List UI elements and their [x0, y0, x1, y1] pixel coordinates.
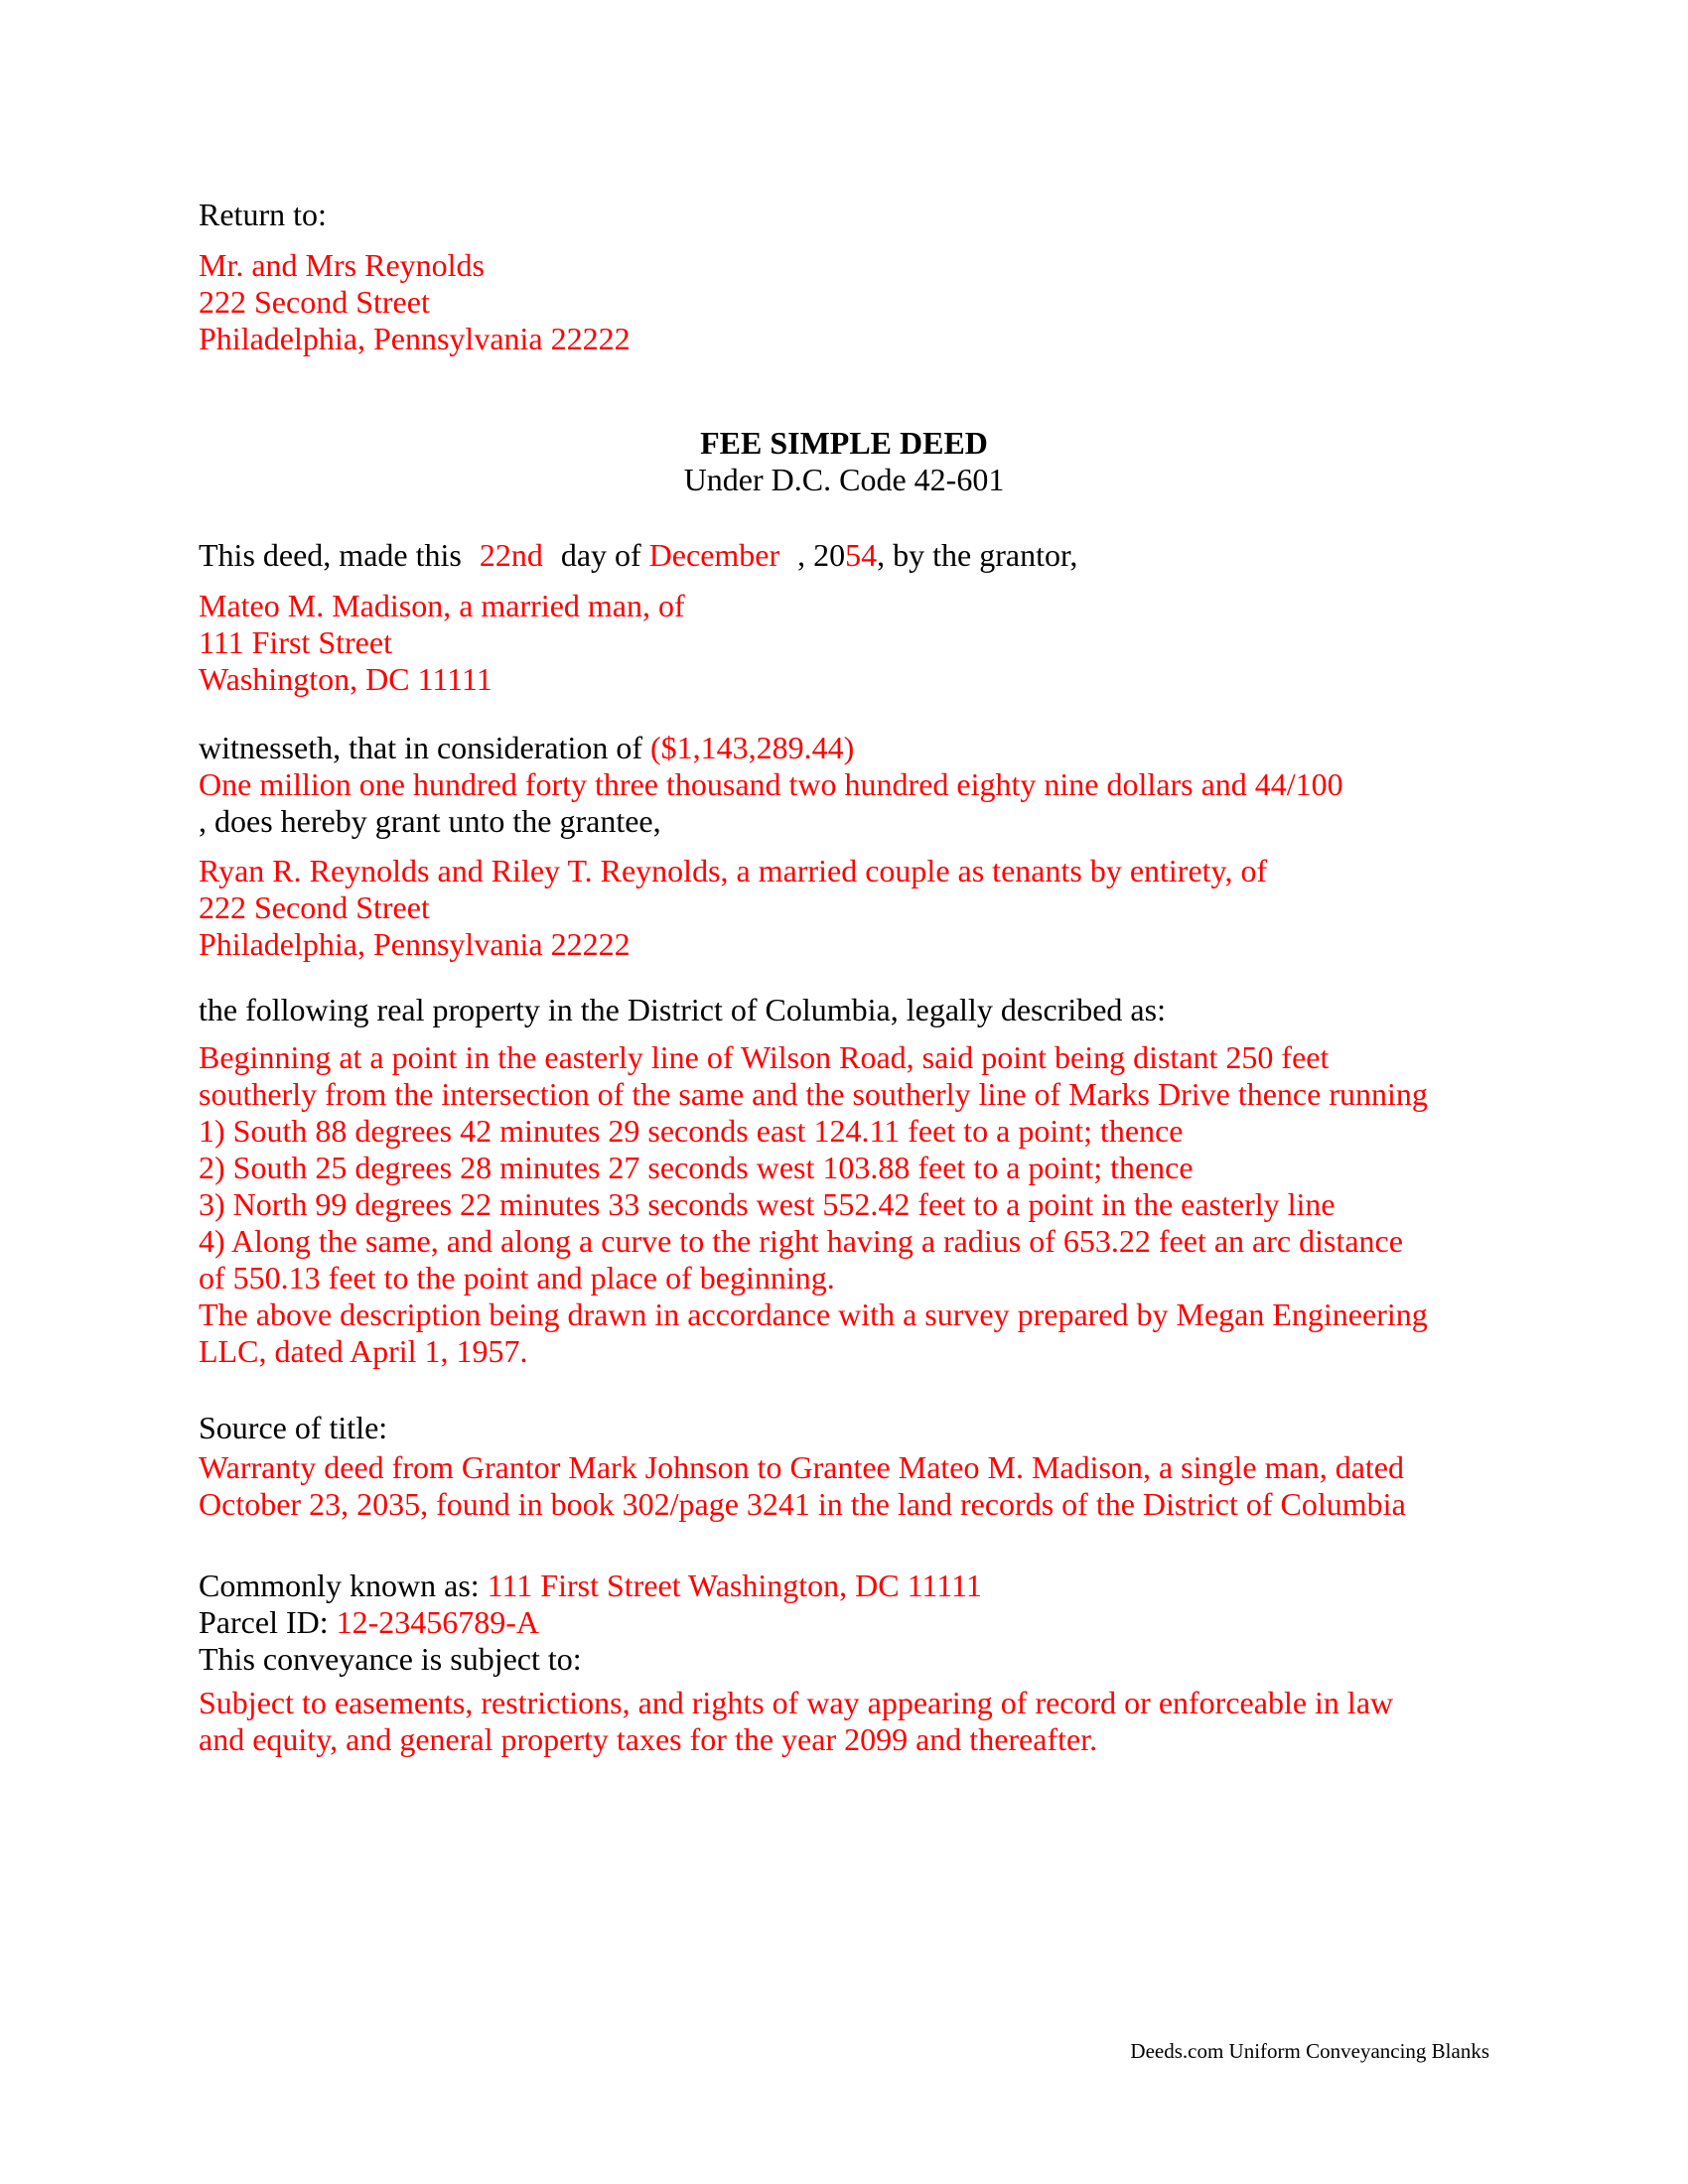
- legal-description-line: 4) Along the same, and along a curve to the right having a radius of 653.22 feet an arc distance: [199, 1223, 1403, 1259]
- parcel-id-label: Parcel ID:: [199, 1604, 329, 1640]
- subject-to-label: This conveyance is subject to:: [199, 1641, 582, 1677]
- source-of-title-label-text: Source of title:: [199, 1410, 388, 1445]
- deed-day: 22nd: [479, 537, 543, 573]
- consideration-prefix: witnesseth, that in consideration of: [199, 730, 643, 765]
- grantor-line-2: 111 First Street: [199, 624, 392, 660]
- return-to-label: [199, 197, 327, 233]
- return-to-line-3: Philadelphia, Pennsylvania 22222: [199, 321, 631, 356]
- intro-day-of: day of: [560, 537, 641, 573]
- grantor-line-3: Washington, DC 11111: [199, 661, 492, 697]
- consideration-block: [199, 730, 1343, 840]
- document-title: FEE SIMPLE DEED: [700, 425, 988, 461]
- consideration-amount: ($1,143,289.44): [650, 730, 855, 765]
- grantee-line-3: Philadelphia, Pennsylvania 22222: [199, 926, 631, 962]
- return-to-line-2: 222 Second Street: [199, 284, 430, 320]
- legal-description-line: The above description being drawn in accordance with a survey prepared by Megan Engineering: [199, 1297, 1428, 1332]
- legal-description-line: of 550.13 feet to the point and place of beginning.: [199, 1260, 835, 1296]
- legal-description-line: 3) North 99 degrees 22 minutes 33 seconds west 552.42 feet to a point in the easterly line: [199, 1186, 1336, 1222]
- legal-description-line: southerly from the intersection of the same and the southerly line of Marks Drive thence running: [199, 1076, 1428, 1112]
- footer-text: Deeds.com Uniform Conveyancing Blanks: [1130, 2039, 1489, 2063]
- legal-description: [199, 1039, 1428, 1370]
- subject-to-text: [199, 1685, 1393, 1758]
- known-as-value: 111 First Street Washington, DC 11111: [487, 1568, 982, 1603]
- source-of-title-line-2: October 23, 2035, found in book 302/page 3241 in the land records of the District of Columbia: [199, 1486, 1406, 1522]
- source-of-title-label: [199, 1410, 387, 1446]
- grantor-block: [199, 588, 685, 698]
- intro-prefix: This deed, made this: [199, 537, 462, 573]
- parcel-id-value: 12-23456789-A: [336, 1604, 540, 1640]
- legal-description-line: Beginning at a point in the easterly line of Wilson Road, said point being distant 250 feet: [199, 1039, 1330, 1075]
- subject-to-line-1: Subject to easements, restrictions, and rights of way appearing of record or enforceable in law: [199, 1685, 1394, 1720]
- known-as-label: Commonly known as:: [199, 1568, 480, 1603]
- property-details: [199, 1568, 982, 1678]
- deed-year-suffix: 54: [845, 537, 878, 573]
- legal-description-line: 2) South 25 degrees 28 minutes 27 seconds west 103.88 feet to a point; thence: [199, 1150, 1194, 1185]
- grantee-block: [199, 853, 1267, 963]
- legal-description-line: LLC, dated April 1, 1957.: [199, 1333, 528, 1369]
- document-subtitle: Under D.C. Code 42-601: [683, 462, 1005, 497]
- return-to-address: [199, 247, 631, 357]
- subject-to-line-2: and equity, and general property taxes for the year 2099 and thereafter.: [199, 1721, 1098, 1757]
- grantor-line-1: Mateo M. Madison, a married man, of: [199, 588, 685, 623]
- source-of-title: [199, 1449, 1406, 1523]
- consideration-amount-words: One million one hundred forty three thousand two hundred eighty nine dollars and 44/100: [199, 766, 1343, 802]
- deed-intro: [199, 537, 1077, 574]
- property-intro: [199, 992, 1166, 1028]
- property-intro-text: the following real property in the District of Columbia, legally described as:: [199, 992, 1166, 1027]
- grantee-line-1: Ryan R. Reynolds and Riley T. Reynolds, a married couple as tenants by entirety, of: [199, 853, 1268, 888]
- return-to-label-text: Return to:: [199, 197, 327, 232]
- return-to-line-1: Mr. and Mrs Reynolds: [199, 247, 485, 283]
- deed-month: December: [648, 537, 780, 573]
- legal-description-line: 1) South 88 degrees 42 minutes 29 seconds east 124.11 feet to a point; thence: [199, 1113, 1184, 1149]
- intro-year-prefix: , 20: [797, 537, 846, 573]
- intro-suffix: , by the grantor,: [877, 537, 1078, 573]
- source-of-title-line-1: Warranty deed from Grantor Mark Johnson to Grantee Mateo M. Madison, a single man, dated: [199, 1449, 1404, 1485]
- grantee-line-2: 222 Second Street: [199, 889, 430, 925]
- grant-text: , does hereby grant unto the grantee,: [199, 803, 661, 839]
